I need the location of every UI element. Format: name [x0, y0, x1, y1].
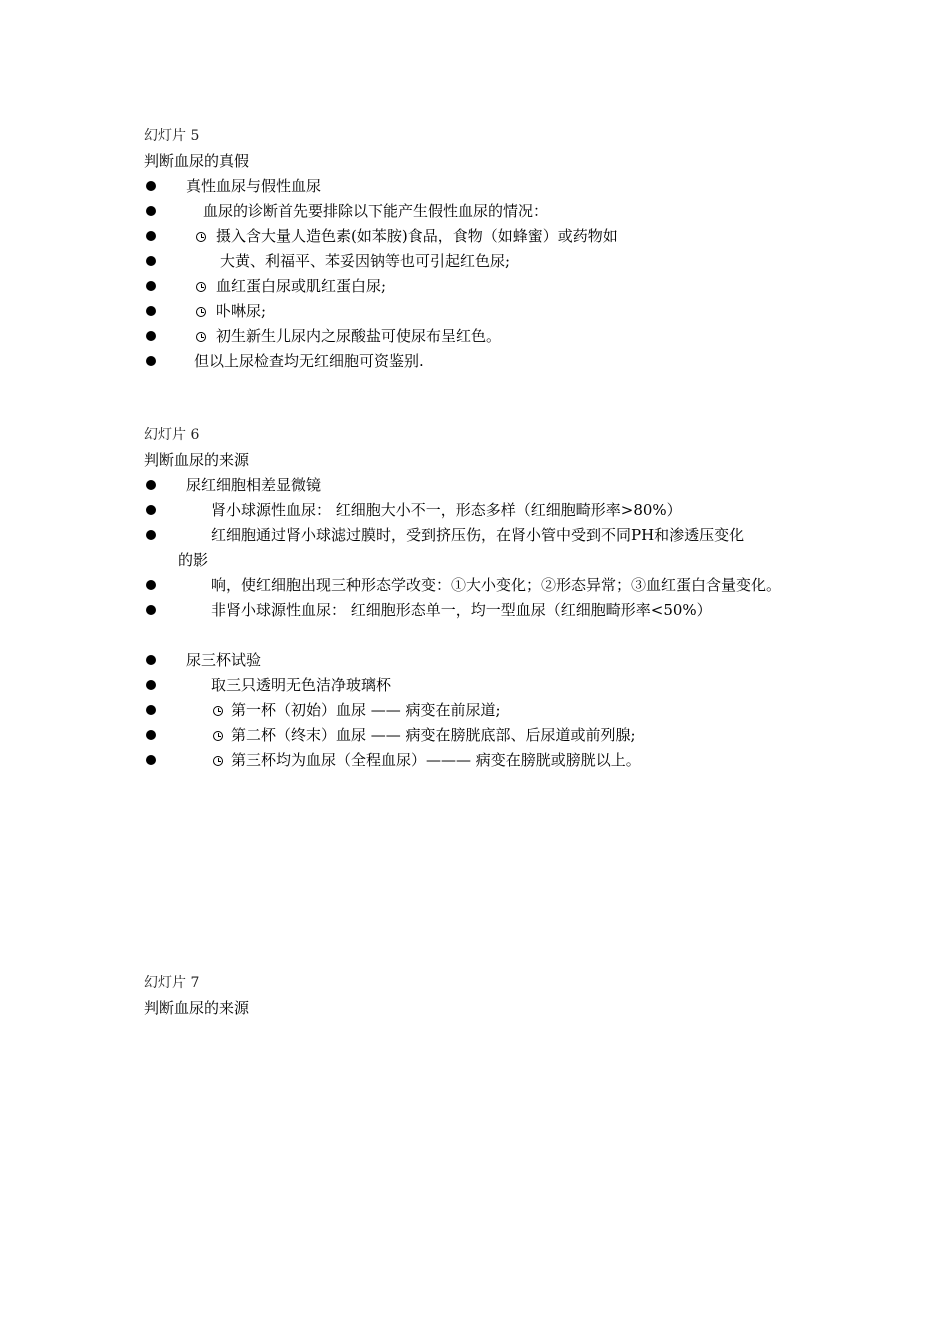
bullet-icon: [146, 231, 156, 241]
list-item: [144, 748, 844, 773]
list-item: [144, 498, 844, 523]
bullet-icon: [146, 605, 156, 615]
bullet-icon: [146, 256, 156, 266]
list-item-text: 红细胞通过肾小球滤过膜时，受到挤压伤，在肾小管中受到不同PH和渗透压变化: [211, 526, 745, 544]
bullet-icon: [146, 356, 156, 366]
clock-icon: [213, 756, 223, 766]
clock-icon: [213, 731, 223, 741]
bullet-icon: [146, 655, 156, 665]
slide-heading: 判断血尿的来源: [144, 451, 250, 469]
list-item-text: 卟啉尿;: [216, 302, 267, 320]
slide-5-section: [144, 124, 844, 374]
clock-icon: [196, 282, 206, 292]
spacer: [144, 623, 844, 648]
slide-label: 幻灯片 6: [144, 427, 200, 443]
list-item: [144, 523, 844, 548]
clock-icon: [196, 332, 206, 342]
slide-7-section: [144, 971, 844, 1021]
list-item-text: 第二杯（终末）血尿 —— 病变在膀胱底部、后尿道或前列腺;: [231, 726, 636, 744]
list-item: [144, 349, 844, 374]
list-item-text: 初生新生儿尿内之尿酸盐可使尿布呈红色。: [216, 327, 502, 345]
list-item-text: 大黄、利福平、苯妥因钠等也可引起红色尿;: [220, 252, 511, 270]
bullet-icon: [146, 281, 156, 291]
list-item: [144, 199, 844, 224]
slide-heading: 判断血尿的真假: [144, 152, 250, 170]
bullet-icon: [146, 580, 156, 590]
bullet-icon: [146, 480, 156, 490]
list-item-text: 非肾小球源性血尿： 红细胞形态单一，均一型血尿（红细胞畸形率<50%）: [211, 601, 712, 619]
list-item-text: 第三杯均为血尿（全程血尿）——— 病变在膀胱或膀胱以上。: [231, 751, 641, 769]
list-item: [144, 274, 844, 299]
list-item-text: 真性血尿与假性血尿: [186, 177, 322, 195]
list-item-text: 血尿的诊断首先要排除以下能产生假性血尿的情况：: [203, 202, 549, 220]
list-item-text: 尿红细胞相差显微镜: [186, 476, 322, 494]
list-item: [144, 723, 844, 748]
list-item-text: 肾小球源性血尿： 红细胞大小不一，形态多样（红细胞畸形率>80%）: [211, 501, 682, 519]
list-item: [144, 324, 844, 349]
slide-label: 幻灯片 7: [144, 975, 200, 991]
list-item-text: 第一杯（初始）血尿 —— 病变在前尿道;: [231, 701, 501, 719]
clock-icon: [213, 706, 223, 716]
clock-icon: [196, 232, 206, 242]
bullet-icon: [146, 331, 156, 341]
bullet-icon: [146, 730, 156, 740]
list-item: [144, 224, 844, 249]
clock-icon: [196, 307, 206, 317]
list-item: [144, 573, 844, 598]
list-item: [144, 174, 844, 199]
bullet-icon: [146, 505, 156, 515]
list-item: [144, 598, 844, 623]
slide-6-section: [144, 423, 844, 773]
list-item-continuation: [144, 548, 844, 573]
bullet-icon: [146, 680, 156, 690]
slide-label: 幻灯片 5: [144, 128, 200, 144]
bullet-icon: [146, 206, 156, 216]
list-item-text: 取三只透明无色洁净玻璃杯: [211, 676, 392, 694]
list-item: [144, 299, 844, 324]
list-item-text: 摄入含大量人造色素(如苯胺)食品，食物（如蜂蜜）或药物如: [216, 227, 618, 245]
list-item-text: 的影: [178, 551, 209, 569]
bullet-icon: [146, 306, 156, 316]
bullet-icon: [146, 181, 156, 191]
list-item-text: 响，使红细胞出现三种形态学改变：①大小变化；②形态异常；③血红蛋白含量变化。: [211, 576, 782, 594]
bullet-icon: [146, 755, 156, 765]
list-item-text: 尿三杯试验: [186, 651, 262, 669]
bullet-icon: [146, 705, 156, 715]
list-item: [144, 648, 844, 673]
list-item: [144, 698, 844, 723]
list-item-text: 血红蛋白尿或肌红蛋白尿;: [216, 277, 387, 295]
list-item: [144, 249, 844, 274]
bullet-icon: [146, 530, 156, 540]
list-item: [144, 473, 844, 498]
slide-heading: 判断血尿的来源: [144, 999, 250, 1017]
list-item-text: 但以上尿检查均无红细胞可资鉴别.: [194, 352, 424, 370]
list-item: [144, 673, 844, 698]
